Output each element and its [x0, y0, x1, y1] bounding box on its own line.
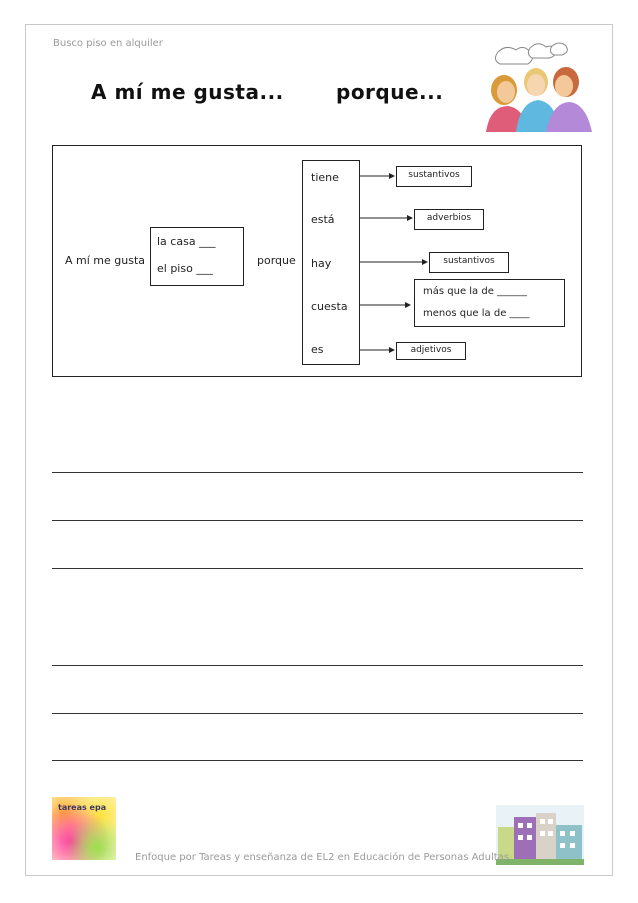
- writing-line: [52, 665, 583, 666]
- verb-tiene: tiene: [311, 171, 339, 184]
- writing-line: [52, 520, 583, 521]
- category-esta: adverbios: [414, 209, 484, 230]
- verb-es: es: [311, 343, 324, 356]
- sentence-diagram: [52, 145, 582, 377]
- comparison-more: más que la de ______: [423, 286, 528, 297]
- verb-esta: está: [311, 213, 335, 226]
- writing-line: [52, 568, 583, 569]
- logo-text: tareas epa: [58, 803, 107, 812]
- verb-hay: hay: [311, 257, 332, 270]
- subject-casa: la casa ___: [157, 235, 216, 248]
- category-tiene: sustantivos: [396, 166, 472, 187]
- diagram-intro: A mí me gusta: [65, 254, 146, 267]
- verb-cuesta: cuesta: [311, 300, 348, 313]
- footer-text: Enfoque por Tareas y enseñanza de EL2 en Educación de Personas Adultas: [135, 852, 510, 863]
- connector-porque: porque: [257, 254, 296, 267]
- buildings-illustration: [496, 805, 584, 865]
- category-cuesta: [414, 279, 565, 327]
- subject-piso: el piso ___: [157, 262, 213, 275]
- writing-line: [52, 760, 583, 761]
- category-hay: sustantivos: [429, 252, 509, 273]
- category-es: adjetivos: [396, 342, 466, 360]
- title-right: porque...: [336, 80, 444, 104]
- writing-line: [52, 472, 583, 473]
- comparison-less: menos que la de ____: [423, 308, 530, 319]
- title-left: A mí me gusta...: [91, 80, 284, 104]
- header-text: Busco piso en alquiler: [53, 38, 163, 49]
- writing-line: [52, 713, 583, 714]
- people-talking-illustration: [476, 40, 600, 132]
- tareas-epa-logo: [52, 797, 116, 860]
